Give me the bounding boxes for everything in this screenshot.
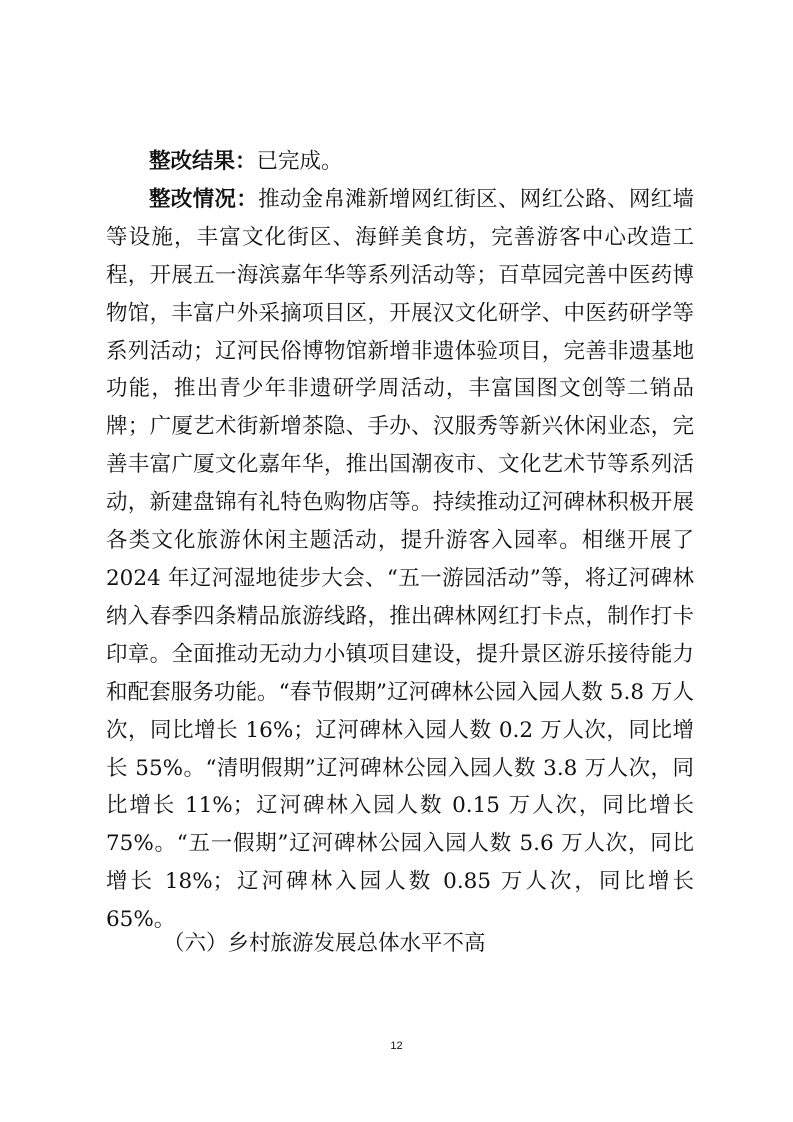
rectification-result-label: 整改结果： <box>149 149 257 174</box>
rectification-situation-paragraph <box>106 181 694 939</box>
rectification-result-text: 已完成。 <box>256 149 343 174</box>
body-text <box>106 143 694 939</box>
rectification-result-paragraph <box>106 143 694 181</box>
rectification-situation-text: 推动金帛滩新增网红街区、网红公路、网红墙等设施，丰富文化街区、海鲜美食坊，完善游客中心改造工程，开展五一海滨嘉年华等系列活动等；百草园完善中医药博物馆，丰富户外采摘项目区，开展汉文化研学、中医药研学等系列活动；辽河民俗博物馆新增非遗体验项目，完善非遗基地功能，推出青少年非遗研学周活动，丰富国图文创等二销品牌；广厦艺术街新增茶隐、手办、汉服秀等新兴休闲业态，完善丰富广厦文化嘉年华，推出国潮夜市、文化艺术节等系列活动，新建盘锦有礼特色购物店等。持续推动辽河碑林积极开展各类文化旅游休闲主题活动，提升游客入园率。相继开展了 2024 年辽河湿地徒步大会、“五一游园活动”等，将辽河碑林纳入春季四条精品旅游线路，推出碑林网红打卡点，制作打卡印章。全面推动无动力小镇项目建设，提升景区游乐接待能力和配套服务功能。“春节假期”辽河碑林公园入园人数 5.8 万人次，同比增长 16%；辽河碑林入园人数 0.2 万人次，同比增长 55%。“清明假期”辽河碑林公园入园人数 3.8 万人次，同比增长 11%；辽河碑林入园人数 0.15 万人次，同比增长 75%。“五一假期”辽河碑林公园入园人数 5.6 万人次，同比增长 18%；辽河碑林入园人数 0.85 万人次，同比增长 65%。 <box>106 186 694 933</box>
rectification-situation-label: 整改情况： <box>149 186 259 212</box>
page-number: 12 <box>390 1040 403 1052</box>
section-heading: （六）乡村旅游发展总体水平不高 <box>163 931 486 956</box>
